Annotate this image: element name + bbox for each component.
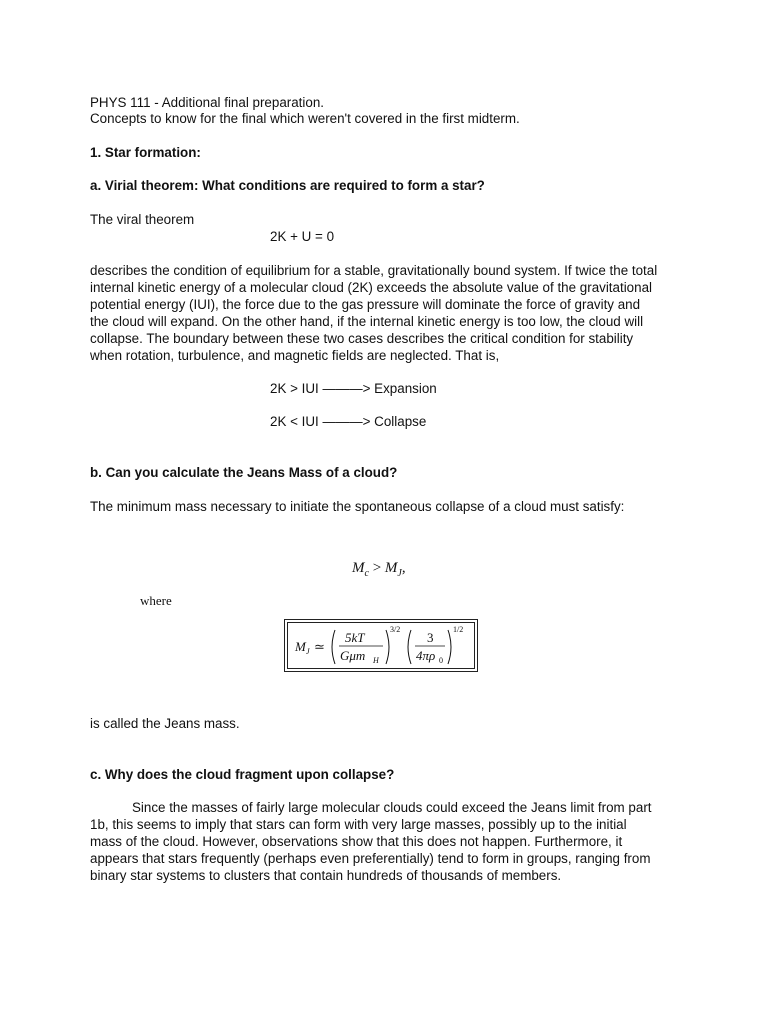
expansion-condition: 2K > IUI ———> Expansion <box>270 381 437 396</box>
where-label: where <box>140 593 172 608</box>
paragraph-line: appears that stars frequently (perhaps even preferentially) tend to form in groups, ranging from <box>90 851 651 866</box>
virial-intro: The viral theorem <box>90 212 195 227</box>
right-paren-2 <box>448 630 451 664</box>
document-subtitle: Concepts to know for the final which weren't covered in the first midterm. <box>90 111 520 126</box>
paragraph-line: collapse. The boundary between these two cases describes the critical condition for stability <box>90 331 634 346</box>
paragraph-line: the cloud will expand. On the other hand, if the internal kinetic energy is too low, the cloud will <box>90 314 644 329</box>
paragraph-line: internal kinetic energy of a molecular cloud (2K) exceeds the absolute value of the gravitational <box>90 280 652 295</box>
paragraph-line: describes the condition of equilibrium for a stable, gravitationally bound system. If twice the total <box>90 263 658 278</box>
formula-den1: Gμm <box>340 648 366 663</box>
paragraph-line: Since the masses of fairly large molecular clouds could exceed the Jeans limit from part <box>132 800 652 815</box>
formula-exp1: 3/2 <box>390 625 401 634</box>
fragmentation-paragraph <box>90 799 690 884</box>
section-heading-star-formation: 1. Star formation: <box>90 145 201 160</box>
virial-paragraph <box>90 262 690 364</box>
formula-num2: 3 <box>427 630 434 645</box>
virial-equation: 2K + U = 0 <box>270 229 335 244</box>
paragraph-line: 1b, this seems to imply that stars can form with very large masses, possibly up to the initial <box>90 817 627 832</box>
formula-den2: 4πρ <box>416 648 436 663</box>
left-paren-2 <box>408 630 411 664</box>
formula-exp2: 1/2 <box>453 625 464 634</box>
formula-lhs-sub: J <box>306 647 310 656</box>
condition-operator: > <box>368 560 385 576</box>
paragraph-line: when rotation, turbulence, and magnetic fields are neglected. That is, <box>90 348 500 363</box>
paragraph-line: mass of the cloud. However, observations show that this does not happen. Furthermore, it <box>90 834 623 849</box>
condition-lhs-sub: c <box>364 568 369 579</box>
jeans-condition <box>352 560 406 579</box>
formula-den2-sub: 0 <box>439 656 443 665</box>
heading-virial-theorem: a. Virial theorem: What conditions are required to form a star? <box>90 178 485 193</box>
paragraph-line: potential energy (IUI), the force due to the gas pressure will dominate the force of gravity and <box>90 297 641 312</box>
jeans-intro: The minimum mass necessary to initiate the spontaneous collapse of a cloud must satisfy: <box>90 499 625 514</box>
document-title: PHYS 111 - Additional final preparation. <box>90 95 324 110</box>
condition-lhs: M <box>352 560 365 576</box>
formula-approx: ≃ <box>314 639 325 654</box>
paragraph-line: binary star systems to clusters that contain hundreds of thousands of members. <box>90 868 562 883</box>
jeans-caption: is called the Jeans mass. <box>90 716 240 731</box>
formula-lhs: M <box>295 639 306 654</box>
left-paren-1 <box>332 630 335 664</box>
collapse-condition: 2K < IUI ———> Collapse <box>270 414 427 429</box>
condition-tail: , <box>401 560 406 576</box>
condition-rhs: M <box>384 560 398 576</box>
condition-rhs-sub: J <box>397 568 402 579</box>
formula-den1-sub: H <box>373 656 379 665</box>
jeans-formula <box>285 620 479 673</box>
jeans-formula-box <box>284 619 478 672</box>
right-paren-1 <box>386 630 389 664</box>
heading-fragmentation: c. Why does the cloud fragment upon collapse? <box>90 767 395 782</box>
heading-jeans-mass: b. Can you calculate the Jeans Mass of a cloud? <box>90 465 398 480</box>
formula-num1: 5kT <box>345 630 365 645</box>
